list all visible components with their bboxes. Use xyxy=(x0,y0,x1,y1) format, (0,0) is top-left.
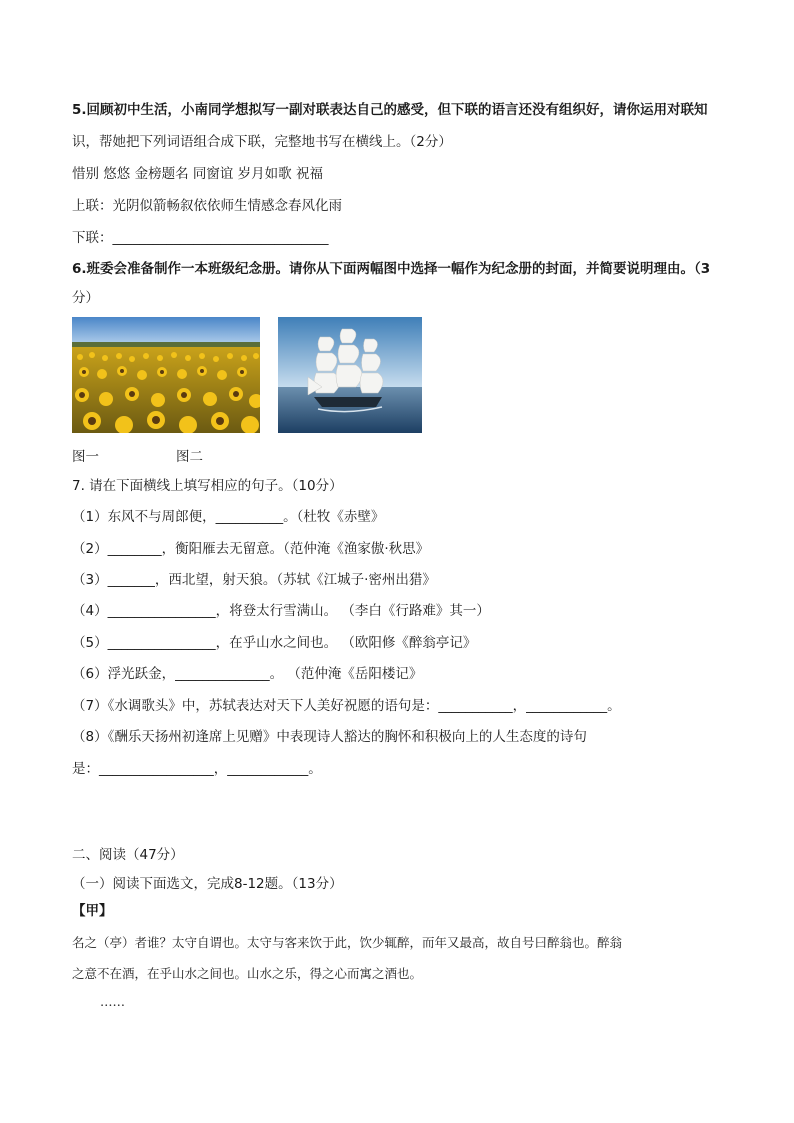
section-heading: 二、阅读（47分） xyxy=(72,847,184,863)
q7-item-3: （3）_______，西北望，射天狼。（苏轼《江城子·密州出猎》 xyxy=(72,572,436,588)
q7-item-5: （5）________________，在乎山水之间也。 （欧阳修《醉翁亭记》 xyxy=(72,635,477,651)
q5-line2: 识，帮她把下列词语组合成下联，完整地书写在横线上。（2分） xyxy=(72,134,452,150)
passage-jia-label: 【甲】 xyxy=(72,903,113,919)
q7-item-8: （8）《酬乐天扬州初逢席上见赠》中表现诗人豁达的胸怀和积极向上的人生态度的诗句 xyxy=(72,729,587,745)
passage-paragraph-line1: 名之（亭）者谁？太守自谓也。太守与客来饮于此，饮少辄醉，而年又最高，故自号曰醉翁也。醉翁 xyxy=(72,935,623,950)
q7-item-2: （2）________，衡阳雁去无留意。（范仲淹《渔家傲·秋思》 xyxy=(72,541,430,557)
sailing-ship-image xyxy=(278,317,422,433)
q6-line1: 6.班委会准备制作一本班级纪念册。请你从下面两幅图中选择一幅作为纪念册的封面，并简要说明理由。（3 xyxy=(72,261,711,277)
figure2-caption: 图二 xyxy=(176,449,203,465)
q5-line1: 5.回顾初中生活，小南同学想拟写一副对联表达自己的感受，但下联的语言还没有组织好，请你运用对联知 xyxy=(72,102,708,118)
q7-item-1: （1）东风不与周郎便，__________。（杜牧《赤壁》 xyxy=(72,509,385,525)
q7-item-4: （4）________________，将登太行雪满山。 （李白《行路难》其一） xyxy=(72,603,490,619)
subsection-heading: （一）阅读下面选文，完成8-12题。（13分） xyxy=(72,876,343,892)
sunflower-field-image xyxy=(72,317,260,433)
q5-lower-couplet: 下联：________________________________ xyxy=(72,230,329,246)
q5-upper-couplet: 上联：光阴似箭畅叙依依师生情感念春风化雨 xyxy=(72,198,342,214)
q7-item-8-cont: 是：_________________，____________。 xyxy=(72,761,322,777)
q7-title: 7. 请在下面横线上填写相应的句子。（10分） xyxy=(72,478,343,494)
q6-line2: 分） xyxy=(72,290,99,306)
figure1-caption: 图一 xyxy=(72,449,99,465)
passage-ellipsis: …… xyxy=(100,994,125,1009)
q5-words: 惜别 悠悠 金榜题名 同窗谊 岁月如歌 祝福 xyxy=(72,166,323,182)
q7-item-7: （7）《水调歌头》中，苏轼表达对天下人美好祝愿的语句是：___________，____________。 xyxy=(72,698,621,714)
passage-paragraph-line2: 之意不在酒，在乎山水之间也。山水之乐，得之心而寓之酒也。 xyxy=(72,966,423,981)
q7-item-6: （6）浮光跃金，______________。 （范仲淹《岳阳楼记》 xyxy=(72,666,423,682)
